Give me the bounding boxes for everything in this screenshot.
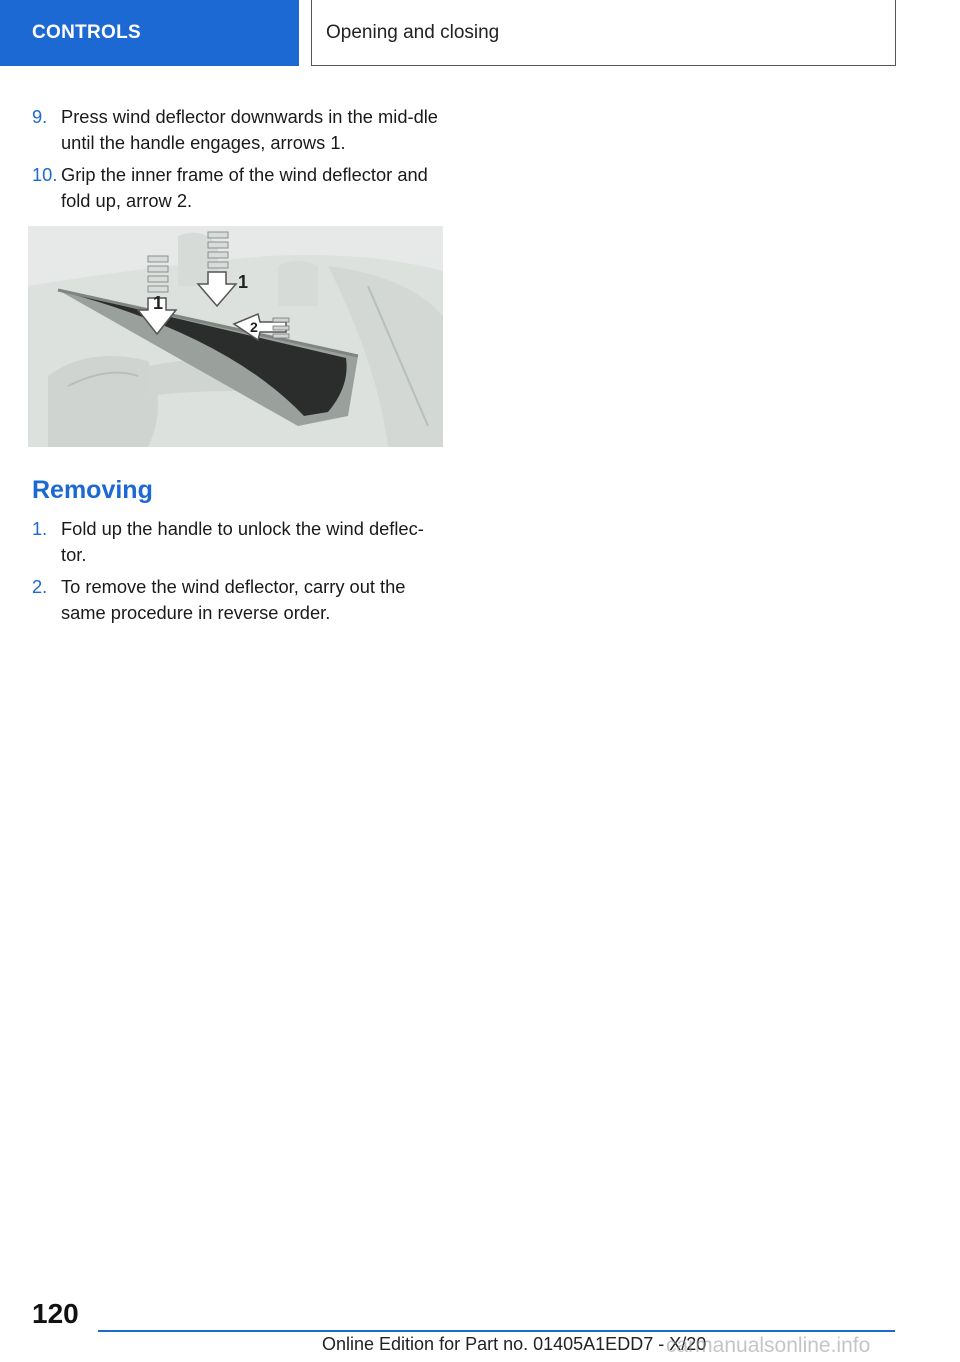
step-number: 9. xyxy=(32,106,48,127)
list-item xyxy=(32,104,448,156)
removing-list xyxy=(32,516,448,632)
list-item xyxy=(32,162,448,214)
step-number: 1. xyxy=(32,518,48,539)
edition-text: Online Edition for Part no. 01405A1EDD7 - X/20 xyxy=(322,1334,707,1354)
footer-divider xyxy=(98,1330,895,1332)
arrow-label-1a: 1 xyxy=(153,293,164,313)
list-item xyxy=(32,574,448,626)
step-text: Fold up the handle to unlock the wind deflec-tor. xyxy=(61,518,424,565)
section-label: CONTROLS xyxy=(32,22,142,43)
page-header xyxy=(311,0,896,66)
wind-deflector-illustration xyxy=(28,226,443,447)
step-number: 10. xyxy=(32,164,58,185)
step-text: Press wind deflector downwards in the mid-dle until the handle engages, arrows 1. xyxy=(61,106,438,153)
arrow-label-1b: 1 xyxy=(238,272,249,292)
watermark: carmanualsonline.info xyxy=(666,1334,871,1357)
step-text: Grip the inner frame of the wind deflector and fold up, arrow 2. xyxy=(61,164,428,211)
step-number: 2. xyxy=(32,576,48,597)
section-tab xyxy=(0,0,299,66)
list-item xyxy=(32,516,448,568)
step-text: To remove the wind deflector, carry out the same procedure in reverse order. xyxy=(61,576,406,623)
page-title: Opening and closing xyxy=(326,21,500,43)
section-heading: Removing xyxy=(32,476,153,504)
arrow-label-2: 2 xyxy=(250,319,258,335)
instruction-list xyxy=(32,104,448,220)
page-number: 120 xyxy=(32,1298,79,1329)
